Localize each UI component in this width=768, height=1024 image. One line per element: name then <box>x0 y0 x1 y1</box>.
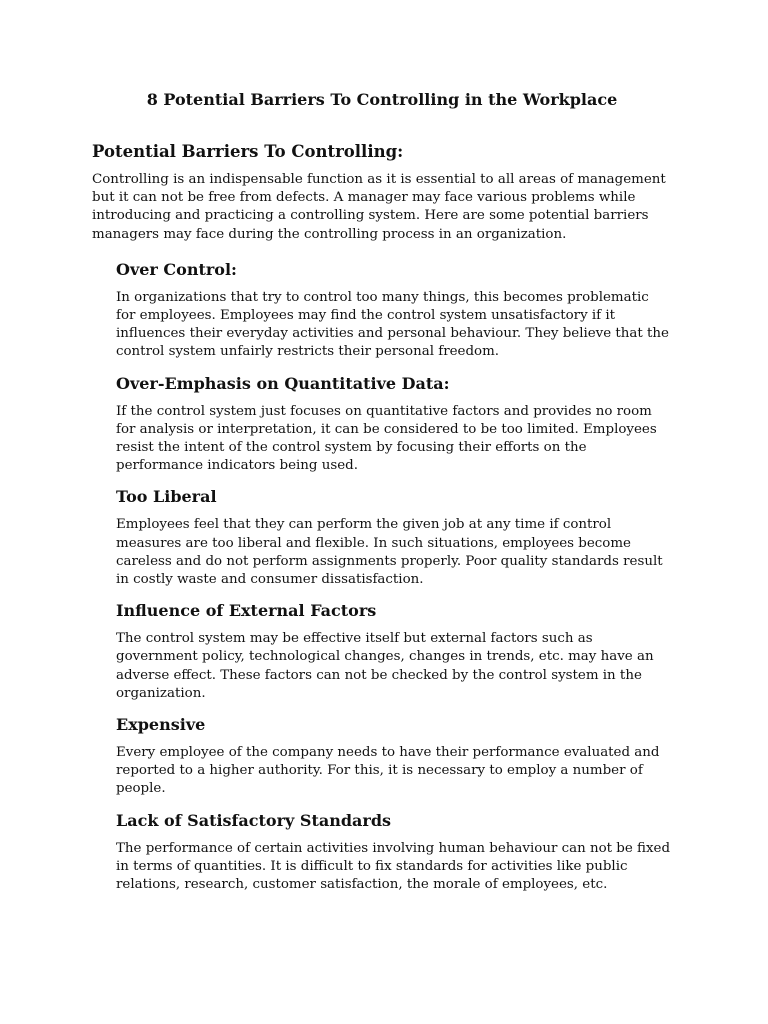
section-paragraph: The performance of certain activities involving human behaviour can not be fixed in terms of quantities. It is difficult to fix standards for activities like public relations, research, customer satisfaction, the morale of employees, etc. <box>116 840 671 893</box>
document-title: 8 Potential Barriers To Controlling in the Workplace <box>146 90 618 109</box>
section-heading: Too Liberal <box>116 487 217 507</box>
intro-heading: Potential Barriers To Controlling: <box>92 142 404 161</box>
section-too-liberal <box>116 486 672 589</box>
section-heading: Over Control: <box>116 259 237 279</box>
intro-paragraph: Controlling is an indispensable function as it is essential to all areas of management but it can not be free from defects. A manager may face various problems while introducing and practicing a controlling system. Here are some potential barriers managers may face during the controlling process in an organization. <box>92 172 666 242</box>
section-over-emphasis <box>116 373 672 476</box>
section-heading: Influence of External Factors <box>116 601 377 621</box>
section-heading: Expensive <box>116 715 206 735</box>
section-paragraph: In organizations that try to control too many things, this becomes problematic for employees. Employees may find the control system unsatisfactory if it influences their everyday activities and personal behaviour. They believe that the control system unfairly restricts their personal freedom. <box>116 289 669 360</box>
section-paragraph: The control system may be effective itself but external factors such as government policy, technological changes, changes in trends, etc. may have an adverse effect. These factors can not be checked by the control system in the organization. <box>116 631 654 701</box>
section-paragraph: Employees feel that they can perform the given job at any time if control measures are too liberal and flexible. In such situations, employees become careless and do not perform assignments properly. Poor quality standards result in costly waste and consumer dissatisfaction. <box>116 517 663 588</box>
section-external-factors <box>116 600 672 703</box>
section-satisfactory-standards <box>116 810 672 895</box>
section-heading: Over-Emphasis on Quantitative Data: <box>116 373 450 393</box>
section-expensive <box>116 714 672 799</box>
section-heading: Lack of Satisfactory Standards <box>116 810 392 830</box>
section-paragraph: Every employee of the company needs to have their performance evaluated and reported to a higher authority. For this, it is necessary to employ a number of people. <box>116 745 660 797</box>
section-over-control <box>116 259 672 362</box>
section-paragraph: If the control system just focuses on quantitative factors and provides no room for analysis or interpretation, it can be considered to be too limited. Employees resist the intent of the control system by focusing their efforts on the performance indicators being used. <box>116 403 657 474</box>
